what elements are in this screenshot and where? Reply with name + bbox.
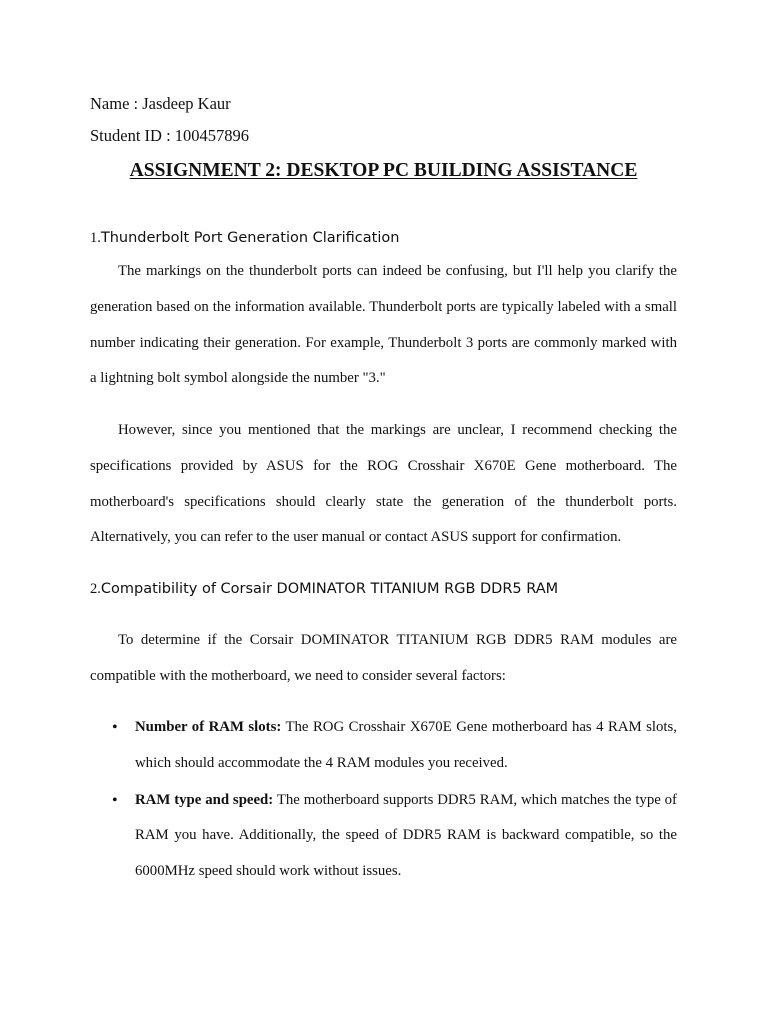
student-id: Student ID : 100457896 [90,126,250,145]
section-heading-ram-compatibility [90,579,558,599]
list-item-text: The motherboard supports DDR5 RAM, which matches the type of RAM you have. Additionally, the speed of DDR5 RAM is backward compatible, so the 6000MHz speed should work without issues. [135,791,677,880]
section-heading-thunderbolt [90,228,399,248]
student-name: Name : Jasdeep Kaur [90,94,231,113]
section-title: Thunderbolt Port Generation Clarification [100,230,400,246]
section-title: Compatibility of Corsair DOMINATOR TITANIUM RGB DDR5 RAM [100,581,559,597]
section-number: 2. [90,581,101,597]
list-item [112,710,678,782]
list-item-label: Number of RAM slots: [135,719,282,735]
list-item-text: The ROG Crosshair X670E Gene motherboard has 4 RAM slots, which should accommodate the 4 RAM modules you received. [135,719,678,771]
paragraph: However, since you mentioned that the markings are unclear, I recommend checking the specifications provided by ASUS for the ROG Crosshair X670E Gene motherboard. The motherboard's specifications should clearly state the generation of the thunderbolt ports. Alternatively, you can refer to the user manual or contact ASUS support for confirmation. [90,422,677,546]
bullet-icon: • [112,791,118,809]
section-number: 1. [90,230,101,246]
paragraph: To determine if the Corsair DOMINATOR TITANIUM RGB DDR5 RAM modules are compatible with the motherboard, we need to consider several factors: [90,632,677,684]
assignment-title: ASSIGNMENT 2: DESKTOP PC BUILDING ASSISTANCE [129,160,638,181]
bullet-icon: • [112,719,118,736]
paragraph: The markings on the thunderbolt ports can indeed be confusing, but I'll help you clarify the generation based on the information available. Thunderbolt ports are typically labeled with a small number indicating their generation. For example, Thunderbolt 3 ports are commonly marked with a lightning bolt symbol alongside the number "3." [90,263,677,387]
list-item [112,783,677,890]
bullet-list [112,710,678,890]
list-item-label: RAM type and speed: [135,791,274,808]
